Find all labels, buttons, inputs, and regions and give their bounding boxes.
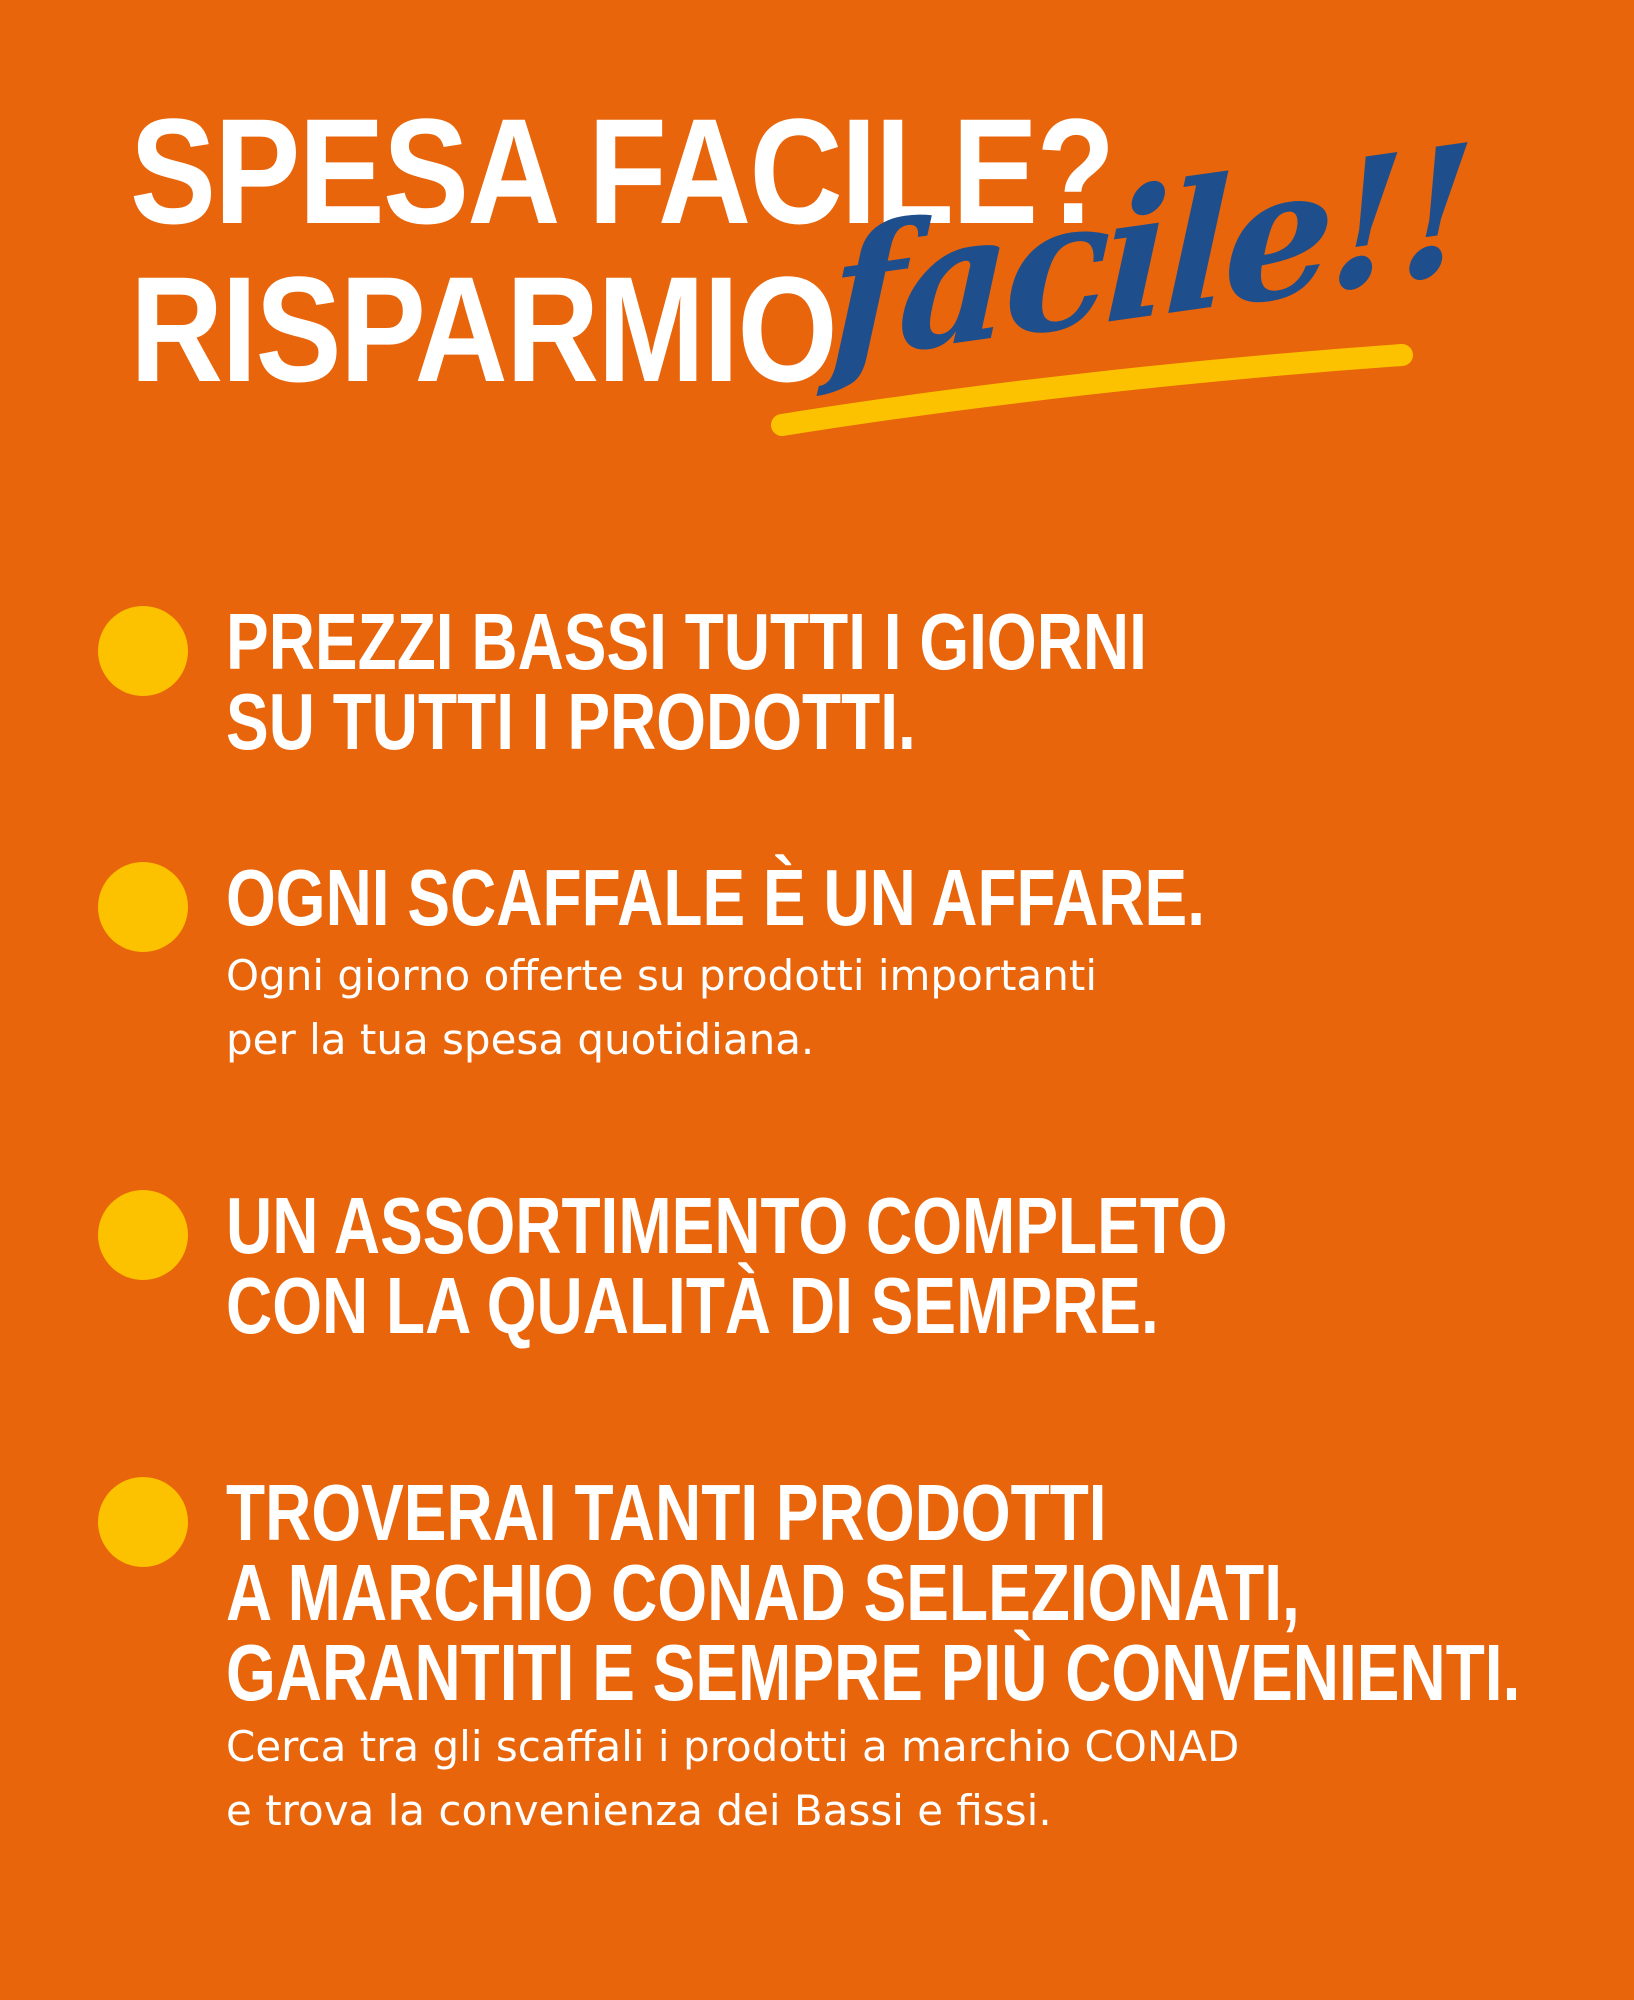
benefit-text [226, 853, 1586, 1072]
benefit-title-line: CON LA QUALITÀ DI SEMPRE. [226, 1261, 1159, 1350]
benefit-title [226, 853, 1314, 942]
benefit-title [226, 1181, 1314, 1350]
benefit-description-line: e trova la convenienza dei Bassi e fissi. [226, 1786, 1052, 1835]
yellow-dot-bullet [98, 862, 188, 952]
benefit-title-line: TROVERAI TANTI PRODOTTI [226, 1468, 1107, 1557]
benefit-text [226, 597, 1586, 766]
headline-line-1: SPESA FACILE? [130, 87, 1114, 255]
benefit-title-line: SU TUTTI I PRODOTTI. [226, 677, 916, 766]
script-word: facile!! [826, 105, 1473, 404]
benefit-text [226, 1468, 1586, 1843]
yellow-dot-bullet [98, 606, 188, 696]
headline-line-2: RISPARMIO [130, 245, 836, 413]
benefit-title [226, 597, 1314, 766]
benefit-title-line: A MARCHIO CONAD SELEZIONATI, [226, 1548, 1300, 1637]
benefit-title-line: OGNI SCAFFALE È UN AFFARE. [226, 853, 1205, 942]
script-accent [770, 105, 1473, 450]
yellow-dot-bullet [98, 1477, 188, 1567]
benefit-description-line: per la tua spesa quotidiana. [226, 1015, 815, 1064]
benefit-description [226, 944, 1586, 1072]
benefit-title-line: GARANTITI E SEMPRE PIÙ CONVENIENTI. [226, 1628, 1521, 1717]
yellow-dot-bullet [98, 1190, 188, 1280]
benefit-description-line: Cerca tra gli scaffali i prodotti a marchio CONAD [226, 1722, 1240, 1771]
benefit-title [226, 1468, 1521, 1717]
benefit-description-line: Ogni giorno offerte su prodotti importanti [226, 951, 1098, 1000]
benefit-title-line: UN ASSORTIMENTO COMPLETO [226, 1181, 1228, 1270]
benefit-description [226, 1715, 1586, 1843]
benefit-text [226, 1181, 1586, 1350]
benefit-title-line: PREZZI BASSI TUTTI I GIORNI [226, 597, 1147, 686]
